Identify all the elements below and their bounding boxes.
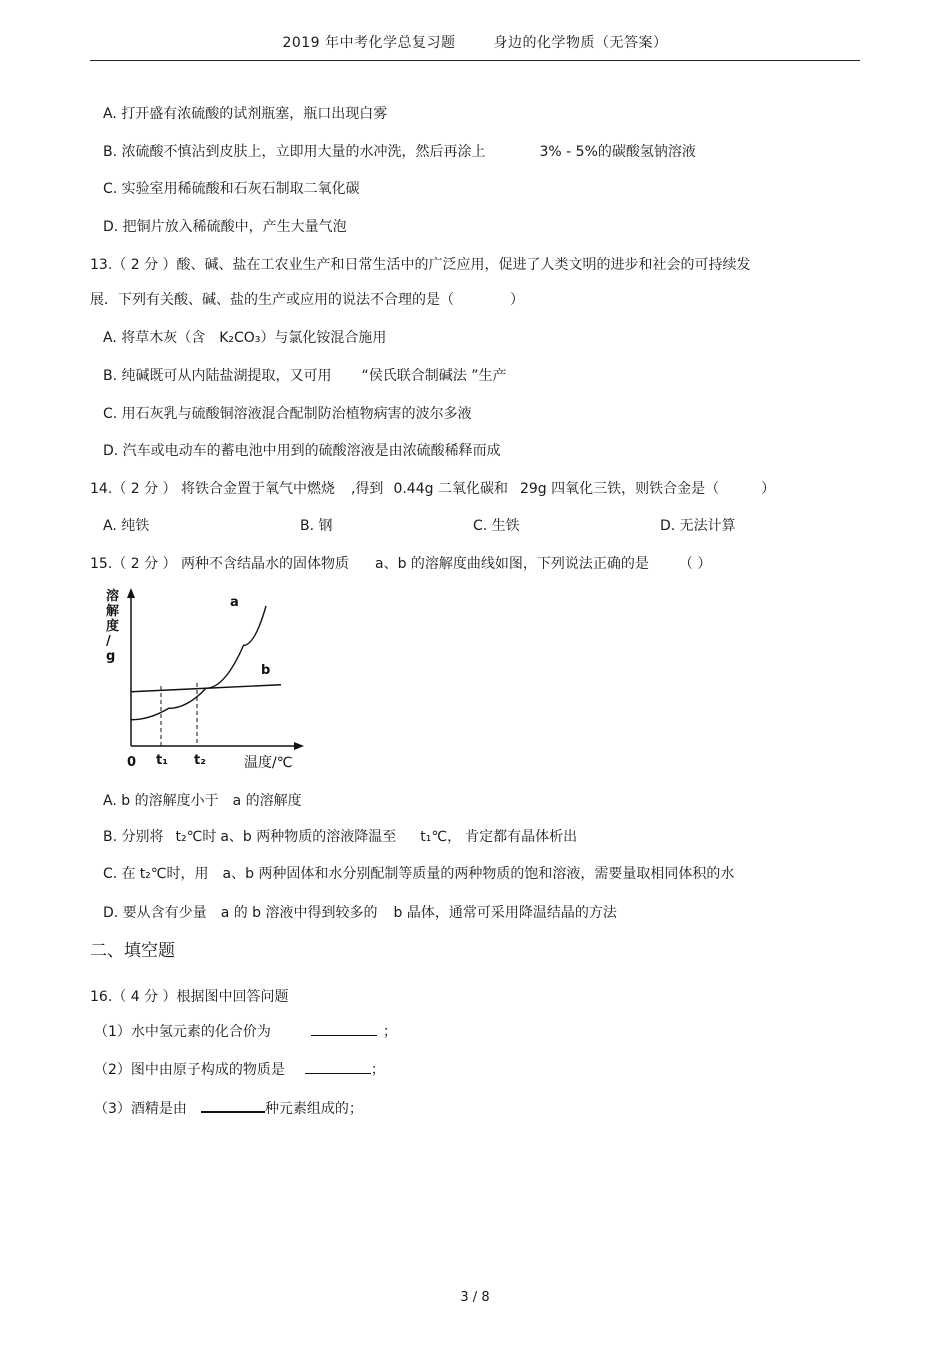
y-axis-arrow [127,588,135,598]
solubility-chart [98,586,308,776]
q16-blank-3[interactable] [201,1097,265,1113]
series-a-line [131,606,266,720]
origin-label: 0 [127,755,137,770]
header-right: 身边的化学物质（无答案） [493,35,668,51]
q15-stem: 15.（ 2 分 ） 两种不含结晶水的固体物质 a、b 的溶解度曲线如图，下列说法正确的是 （ ） [90,556,712,572]
y-axis-label-char: 解 [106,604,120,619]
q16-stem: 16.（ 4 分 ）根据图中回答问题 [90,989,289,1005]
q13-stem-line2: 展．下列有关酸、碱、盐的生产或应用的说法不合理的是（ ） [90,292,524,308]
q14-option-a: A. 纯铁 [103,518,150,534]
page-header [90,32,860,52]
y-axis-label [106,588,120,664]
q12-option-b: B. 浓硫酸不慎沾到皮肤上，立即用大量的水冲洗，然后再涂上 3% - 5%的碳酸氢钠溶液 [103,144,696,160]
q14-option-b: B. 钢 [300,518,333,534]
q12-option-c: C. 实验室用稀硫酸和石灰石制取二氧化碳 [103,181,360,197]
y-axis-label-char: 度 [106,619,120,634]
q12-option-d: D. 把铜片放入稀硫酸中，产生大量气泡 [103,219,347,235]
y-axis-label-char: / [106,634,111,649]
q16-blank-2[interactable] [305,1059,371,1074]
q16-part3: （3）酒精是由 种元素组成的； [94,1097,363,1118]
q12-option-a: A. 打开盛有浓硫酸的试剂瓶塞，瓶口出现白雾 [103,106,388,122]
section-title-fill-in: 二、填空题 [90,941,175,961]
q16-part2: （2）图中由原子构成的物质是 ； [94,1059,385,1079]
x-axis-label: 温度/℃ [244,755,293,771]
q13-stem-line1: 13.（ 2 分 ）酸、碱、盐在工农业生产和日常生活中的广泛应用，促进了人类文明的进步和社会的可持续发 [90,257,751,273]
x-axis-arrow [294,742,304,750]
header-left: 2019 年中考化学总复习题 [282,35,456,51]
q13-option-a: A. 将草木灰（含 K₂CO₃）与氯化铵混合施用 [103,330,387,346]
q15-option-b: B. 分别将 t₂℃时 a、b 两种物质的溶液降温至 t₁℃， 肯定都有晶体析出 [103,829,578,845]
q13-option-b: B. 纯碱既可从内陆盐湖提取，又可用 “侯氏联合制碱法 ”生产 [103,368,507,384]
q13-option-d: D. 汽车或电动车的蓄电池中用到的硫酸溶液是由浓硫酸稀释而成 [103,443,501,459]
x-tick-t2: t₂ [194,753,206,768]
series-b-label: b [261,663,271,678]
y-axis-label-char: g [106,649,116,664]
q14-option-d: D. 无法计算 [660,518,736,534]
series-b-line [131,685,281,692]
q14-option-c: C. 生铁 [473,518,520,534]
q13-option-c: C. 用石灰乳与硫酸铜溶液混合配制防治植物病害的波尔多液 [103,406,472,422]
page-number: 3 / 8 [460,1290,490,1305]
x-tick-t1: t₁ [156,753,168,768]
header-rule [90,60,860,61]
q15-option-c: C. 在 t₂℃时，用 a、b 两种固体和水分别配制等质量的两种物质的饱和溶液，需要量取相同体积的水 [103,866,735,882]
q15-option-a: A. b 的溶解度小于 a 的溶解度 [103,793,302,809]
series-a-label: a [230,595,239,610]
q16-part1: （1）水中氢元素的化合价为 ； [94,1021,397,1041]
q15-option-d: D. 要从含有少量 a 的 b 溶液中得到较多的 b 晶体，通常可采用降温结晶的方法 [103,905,617,921]
q16-blank-1[interactable] [311,1021,377,1036]
y-axis-label-char: 溶 [106,589,120,604]
q14-stem: 14.（ 2 分 ） 将铁合金置于氧气中燃烧 ,得到 0.44g 二氧化碳和 29g 四氧化三铁，则铁合金是（ ） [90,481,776,497]
